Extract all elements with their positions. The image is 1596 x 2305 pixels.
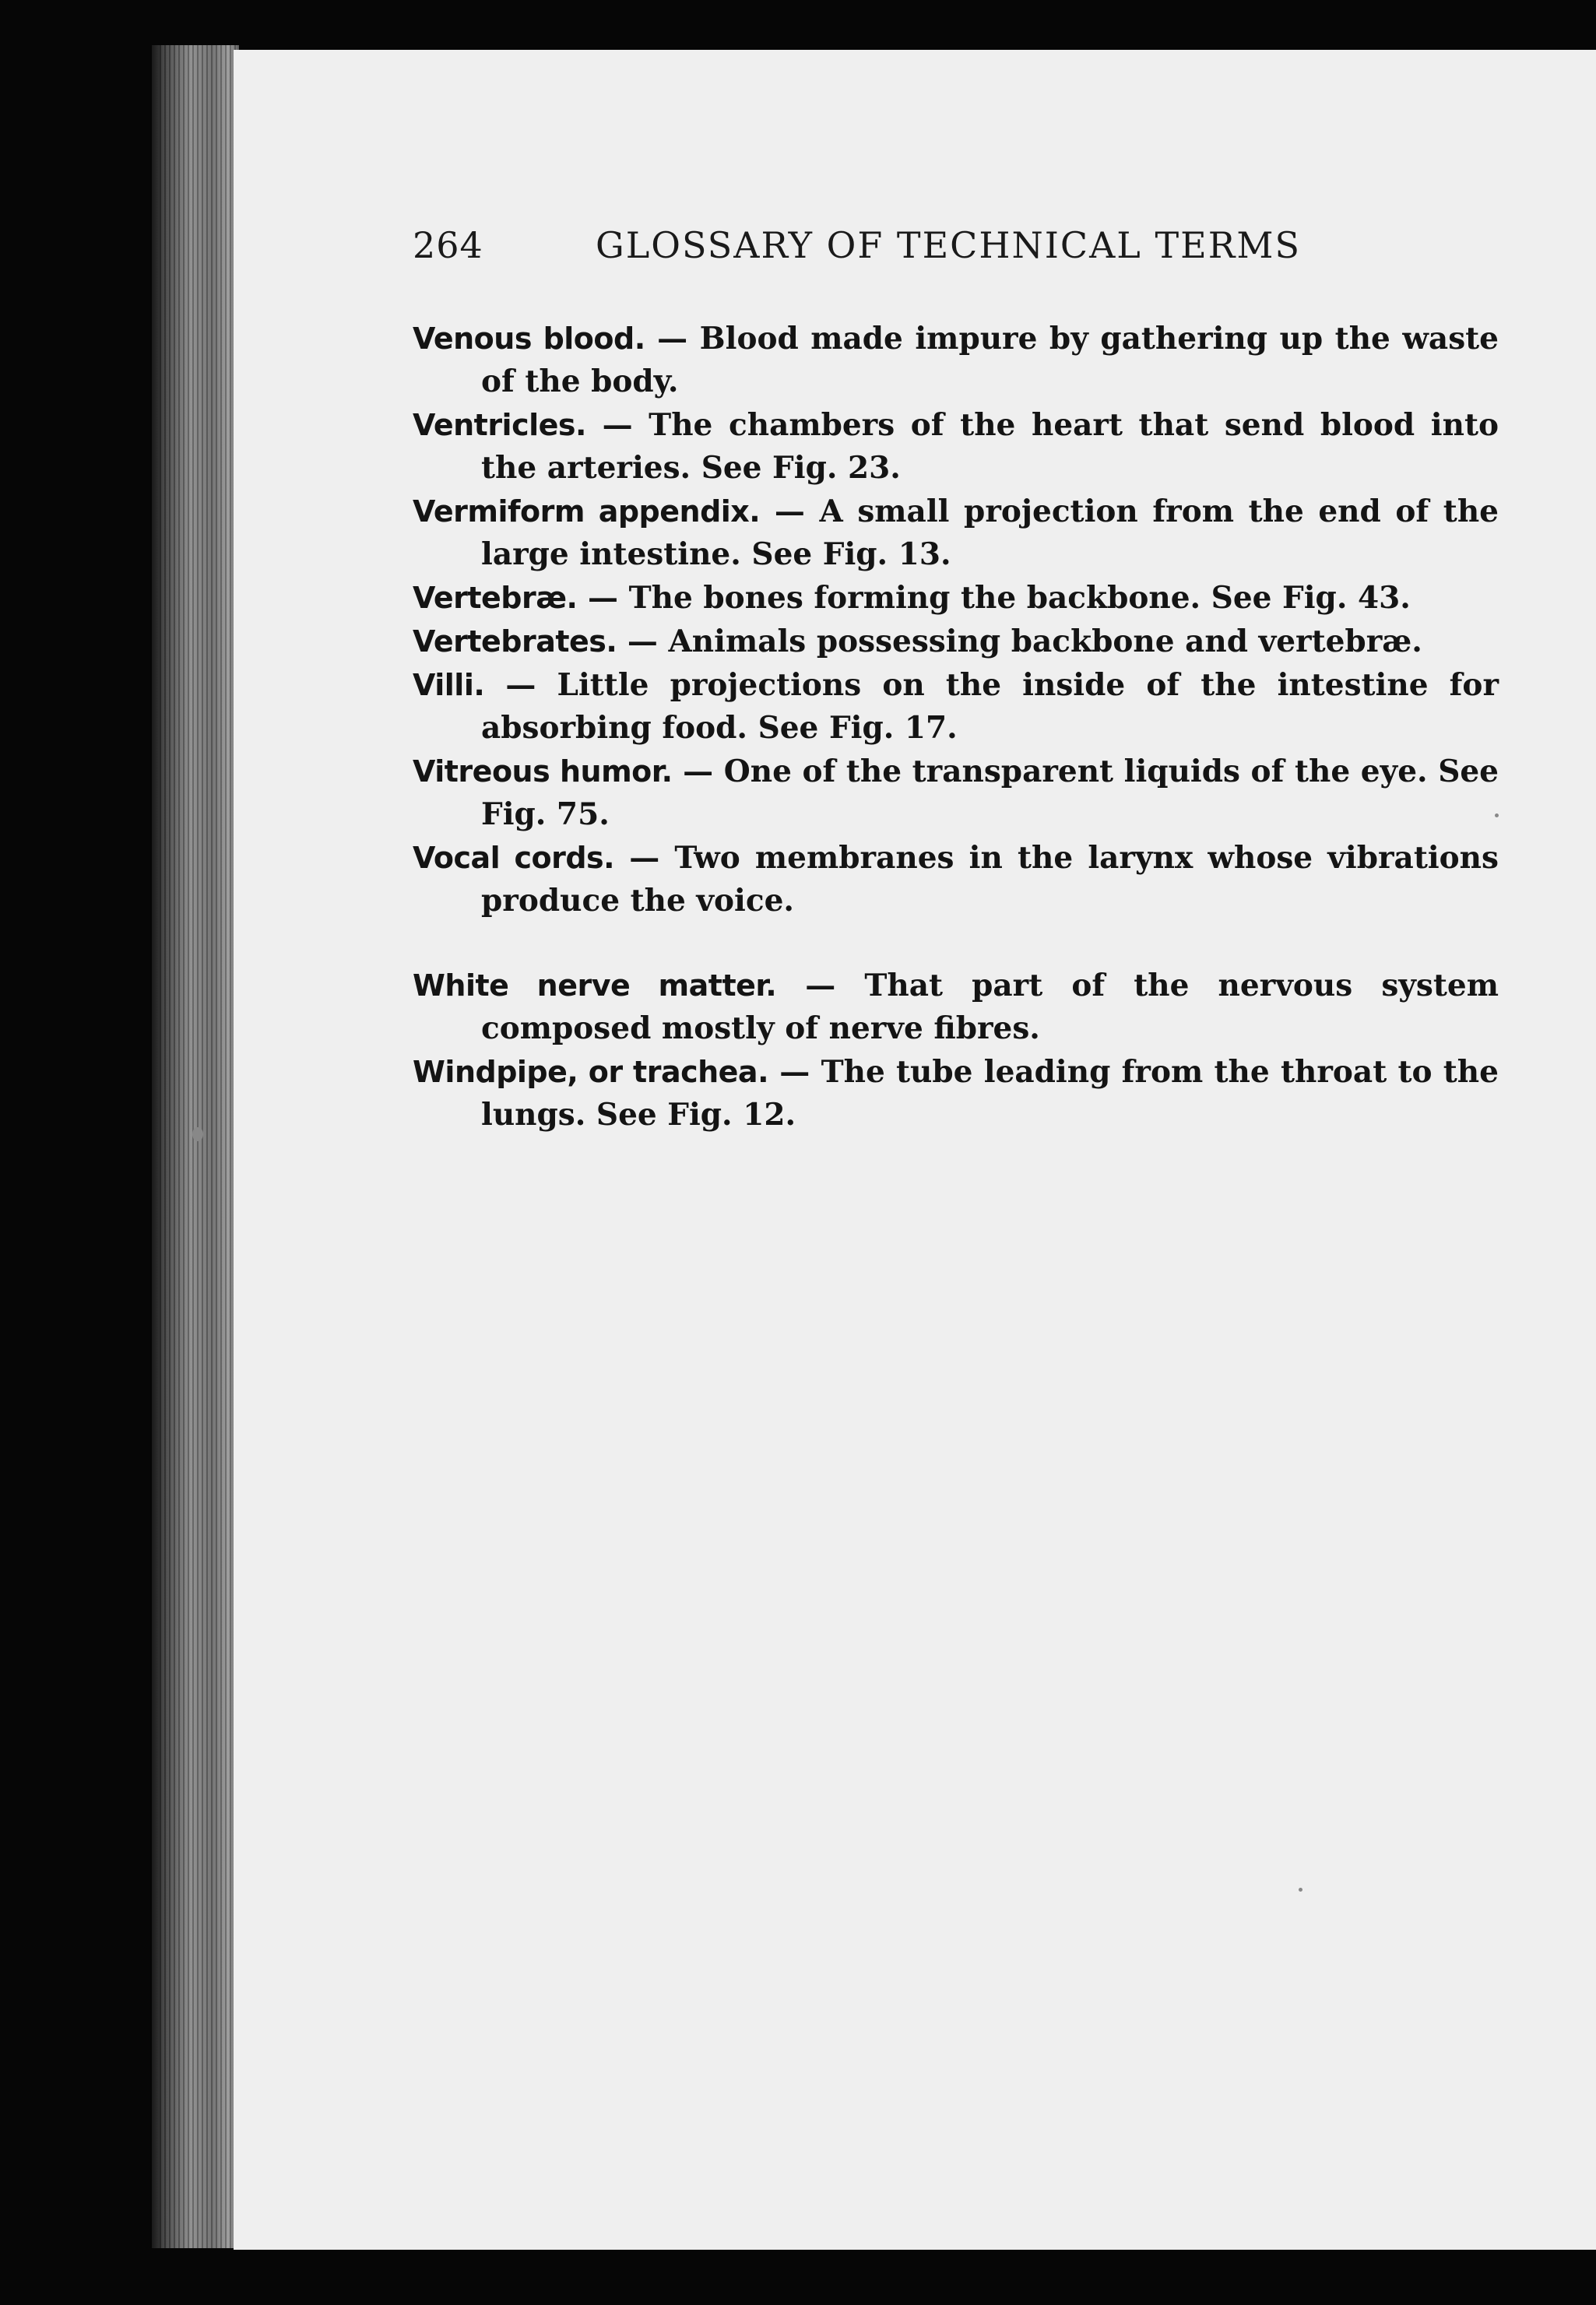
glossary-term: Villi. xyxy=(413,668,485,702)
glossary-entry xyxy=(413,404,1499,490)
glossary-definition: — The bones forming the backbone. See Fig. 43. xyxy=(577,580,1411,616)
glossary-definition: — Animals possessing backbone and vertebræ. xyxy=(617,624,1422,659)
scan-speck xyxy=(192,1127,203,1141)
glossary-term: Venous blood. xyxy=(413,322,645,356)
glossary-term: Vocal cords. xyxy=(413,841,615,875)
glossary-entry xyxy=(413,664,1499,750)
page-number: 264 xyxy=(413,224,483,266)
glossary-entry xyxy=(413,837,1499,922)
glossary-entry xyxy=(413,1051,1499,1137)
glossary-definition: — That part of the nervous system composed mostly of nerve fibres. xyxy=(481,968,1499,1046)
glossary-entry xyxy=(413,750,1499,836)
page-header xyxy=(413,224,1316,266)
glossary-definition: — Two membranes in the larynx whose vibrations produce the voice. xyxy=(481,840,1499,919)
glossary-definition: — One of the transparent liquids of the eye. See Fig. 75. xyxy=(481,754,1499,832)
glossary-definition: — Blood made impure by gathering up the waste of the body. xyxy=(481,321,1499,399)
glossary-term: Vermiform appendix. xyxy=(413,494,761,529)
glossary-entry xyxy=(413,965,1499,1050)
glossary-definition: — The tube leading from the throat to the lungs. See Fig. 12. xyxy=(481,1054,1499,1133)
glossary-term: Vitreous humor. xyxy=(413,754,673,789)
glossary-entry xyxy=(413,620,1499,663)
glossary-entries xyxy=(413,318,1499,1137)
glossary-term: Ventricles. xyxy=(413,408,586,442)
glossary-definition: — The chambers of the heart that send blood into the arteries. See Fig. 23. xyxy=(481,407,1499,486)
glossary-term: Windpipe, or trachea. xyxy=(413,1055,769,1089)
glossary-term: Vertebræ. xyxy=(413,581,578,615)
glossary-definition: — A small projection from the end of the large intestine. See Fig. 13. xyxy=(481,494,1499,572)
glossary-entry xyxy=(413,490,1499,576)
glossary-definition: — Little projections on the inside of the intestine for absorbing food. See Fig. 17. xyxy=(481,667,1499,746)
glossary-entry xyxy=(413,318,1499,403)
scan-speck xyxy=(1299,1888,1302,1892)
glossary-term: Vertebrates. xyxy=(413,624,617,659)
glossary-term: White nerve matter. xyxy=(413,968,777,1003)
glossary-entry xyxy=(413,577,1499,620)
page-edges xyxy=(160,45,237,2248)
running-head: GLOSSARY OF TECHNICAL TERMS xyxy=(596,224,1301,266)
